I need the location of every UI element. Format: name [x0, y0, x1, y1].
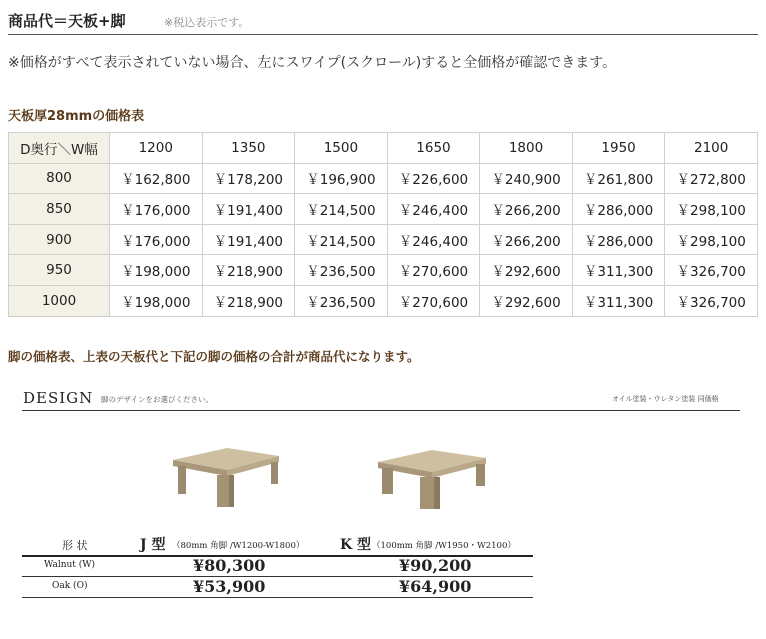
k-type-name: K 型 [340, 537, 372, 553]
section-header [8, 8, 758, 35]
price-cell: ￥298,100 [665, 194, 758, 225]
price-cell: ￥218,900 [202, 285, 295, 316]
width-col-header: 1650 [387, 133, 480, 164]
depth-row-header: 950 [9, 255, 110, 286]
price-cell: ￥311,300 [572, 255, 665, 286]
j-type-spec: （80mm 角脚 /W1200-W1800） [172, 541, 305, 551]
divider [22, 597, 533, 598]
table-header-row [9, 133, 758, 164]
top-price-table [8, 132, 758, 317]
price-cell: ￥178,200 [202, 163, 295, 194]
price-cell: ￥246,400 [387, 224, 480, 255]
j-type-name: J 型 [140, 537, 166, 553]
leg-price-cell: ¥64,900 [399, 577, 472, 596]
price-cell: ￥191,400 [202, 224, 295, 255]
price-cell: ￥214,500 [295, 194, 388, 225]
width-col-header: 1950 [572, 133, 665, 164]
table-row [9, 224, 758, 255]
wood-label-oak: Oak (O) [52, 581, 88, 591]
finish-note: オイル塗装・ウレタン塗装 同価格 [612, 395, 719, 403]
depth-row-header: 1000 [9, 285, 110, 316]
price-cell: ￥198,000 [110, 285, 203, 316]
price-cell: ￥266,200 [480, 224, 573, 255]
table-row [9, 285, 758, 316]
price-cell: ￥326,700 [665, 255, 758, 286]
design-title: DESIGN [23, 389, 94, 407]
table-corner-cell: D奥行＼W幅 [9, 133, 110, 164]
depth-row-header: 850 [9, 194, 110, 225]
table-row [9, 194, 758, 225]
leg-price-heading: 脚の価格表、上表の天板代と下記の脚の価格の合計が商品代になります。 [8, 349, 420, 364]
top-table-heading: 天板厚28mmの価格表 [8, 109, 145, 124]
price-cell: ￥198,000 [110, 255, 203, 286]
j-type-table-image [165, 440, 285, 510]
table-row [9, 255, 758, 286]
design-subtitle: 脚のデザインをお選びください。 [101, 395, 213, 404]
leg-price-cell: ¥80,300 [193, 556, 266, 575]
shape-label: 形 状 [62, 539, 88, 552]
width-col-header: 2100 [665, 133, 758, 164]
price-cell: ￥214,500 [295, 224, 388, 255]
tax-note: ※税込表示です。 [164, 16, 250, 29]
width-col-header: 1800 [480, 133, 573, 164]
leg-price-cell: ¥90,200 [399, 556, 472, 575]
price-cell: ￥240,900 [480, 163, 573, 194]
wood-label-walnut: Walnut (W) [44, 560, 96, 570]
price-cell: ￥266,200 [480, 194, 573, 225]
depth-row-header: 900 [9, 224, 110, 255]
width-col-header: 1350 [202, 133, 295, 164]
price-cell: ￥196,900 [295, 163, 388, 194]
price-cell: ￥311,300 [572, 285, 665, 316]
depth-row-header: 800 [9, 163, 110, 194]
price-cell: ￥261,800 [572, 163, 665, 194]
k-type-spec: （100mm 角脚 /W1950・W2100） [372, 541, 516, 551]
price-cell: ￥226,600 [387, 163, 480, 194]
price-cell: ￥270,600 [387, 285, 480, 316]
width-col-header: 1500 [295, 133, 388, 164]
table-row [9, 163, 758, 194]
price-cell: ￥236,500 [295, 285, 388, 316]
price-cell: ￥292,600 [480, 255, 573, 286]
price-cell: ￥292,600 [480, 285, 573, 316]
price-cell: ￥286,000 [572, 224, 665, 255]
price-cell: ￥176,000 [110, 224, 203, 255]
price-cell: ￥270,600 [387, 255, 480, 286]
price-cell: ￥176,000 [110, 194, 203, 225]
price-cell: ￥246,400 [387, 194, 480, 225]
divider [22, 410, 740, 411]
price-cell: ￥298,100 [665, 224, 758, 255]
price-cell: ￥286,000 [572, 194, 665, 225]
leg-price-cell: ¥53,900 [193, 577, 266, 596]
price-cell: ￥236,500 [295, 255, 388, 286]
price-cell: ￥191,400 [202, 194, 295, 225]
scroll-notice: ※価格がすべて表示されていない場合、左にスワイプ(スクロール)すると全価格が確認できます。 [8, 55, 617, 71]
price-cell: ￥162,800 [110, 163, 203, 194]
k-type-table-image [372, 442, 492, 512]
price-cell: ￥218,900 [202, 255, 295, 286]
width-col-header: 1200 [110, 133, 203, 164]
price-cell: ￥272,800 [665, 163, 758, 194]
section-title: 商品代＝天板+脚 [8, 12, 126, 30]
price-cell: ￥326,700 [665, 285, 758, 316]
